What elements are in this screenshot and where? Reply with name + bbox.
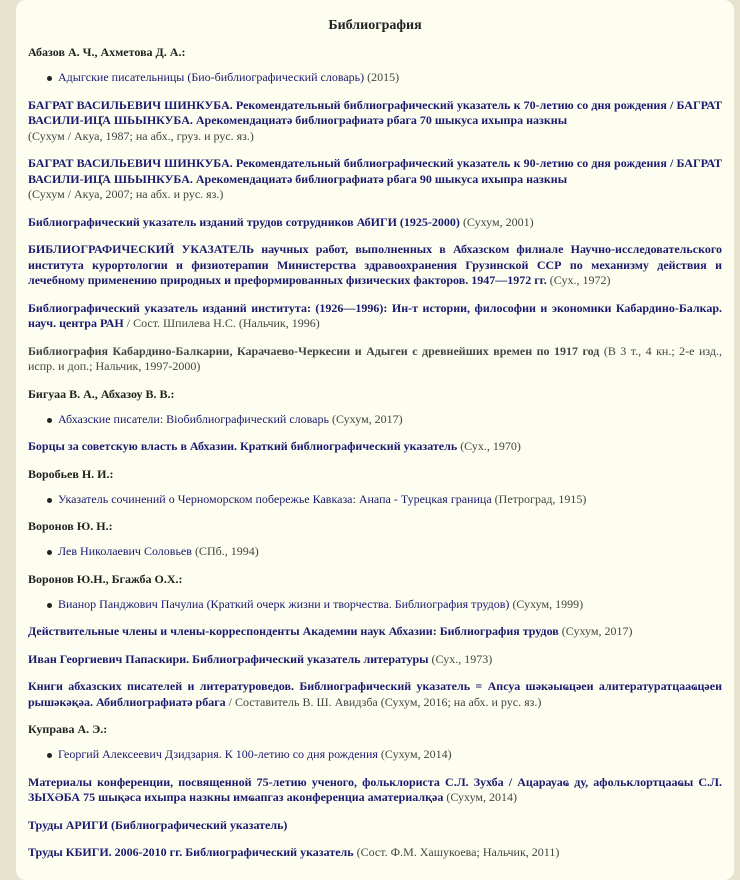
work-link[interactable]: Лев Николаевич Соловьев: [58, 544, 192, 558]
bibliography-entry: [28, 624, 722, 640]
author-works-list: [28, 544, 722, 560]
entry-meta: / Сост. Шпилева Н.С. (Нальчик, 1996): [126, 316, 320, 330]
author-name: Куправа А. Э.:: [28, 722, 108, 736]
work-item: [58, 597, 722, 613]
author-works-list: [28, 492, 722, 508]
entry-meta: (Сух., 1972): [549, 273, 611, 287]
work-meta: (2015): [367, 70, 400, 84]
entry-meta: (В 3 т., 4 кн.; 2-е изд., испр. и доп.; Нальчик, 1997-2000): [28, 343, 722, 373]
author-name: Воронов Ю. Н.:: [28, 519, 113, 533]
entry-title-link[interactable]: Труды АРИГИ (Библиографический указатель): [28, 817, 288, 832]
entry-title-link[interactable]: Библиографический указатель изданий института: (1926—1996): Ин-т истории, философии и экономики Кабардино-Балкар. науч. центра РАН: [28, 300, 722, 330]
author-works-list: [28, 70, 722, 86]
work-item: [58, 70, 722, 86]
work-item: [58, 544, 722, 560]
work-meta: (Сухум, 1999): [512, 596, 584, 611]
entry-title-link[interactable]: Действительные члены и члены-корреспонденты Академии наук Абхазии: Библиография трудов: [28, 624, 559, 638]
work-meta: (Сухум, 2014): [380, 747, 452, 761]
bibliography-entry: [28, 845, 722, 861]
work-meta: (Сухум, 2017): [331, 411, 403, 426]
page-title: Библиография: [328, 18, 422, 33]
bibliography-entry: [28, 215, 722, 231]
entry-title-link[interactable]: Книги абхазских писателей и литературоведов. Библиографический указатель = Апсуа шәкәыҩцәеи алитературатцааҩцәеи рышәкәқәа. Абиблиографиатә рбага: [28, 679, 722, 709]
work-meta: (СПб., 1994): [194, 544, 259, 558]
bibliography-entry: [28, 775, 722, 806]
work-item: [58, 492, 722, 508]
entry-title-link[interactable]: Труды КБИГИ. 2006-2010 гг. Библиографический указатель: [28, 845, 354, 859]
author-works-list: [28, 747, 722, 763]
entry-title-link[interactable]: БАГРАТ ВАСИЛЬЕВИЧ ШИНКУБА. Рекомендательный библиографический указатель к 90-летию со дня рождения / БАГРАТ ВАСИЛИ-ИЦ̆А ШЬЫНКУБА. Арекомендациатә библиографиатә рбага 90 шыкуса ихыпра назкны: [28, 156, 722, 186]
entry-meta: (Сух., 1970): [460, 439, 521, 453]
bibliography-entry: [28, 679, 722, 710]
entry-meta: (Сухум, 2014): [446, 790, 518, 804]
entry-meta: (Сост. Ф.М. Хашукоева; Нальчик, 2011): [356, 845, 560, 859]
author-name: Воробьев Н. И.:: [28, 466, 114, 481]
entry-title-link[interactable]: Библиографический указатель изданий трудов сотрудников АбИГИ (1925-2000): [28, 214, 460, 229]
entry-meta: (Сух., 1973): [431, 651, 493, 666]
entry-meta: (Сухум / Акуа, 1987; на абх., груз. и рус. яз.): [28, 128, 254, 143]
work-meta: (Петроград, 1915): [494, 491, 587, 506]
bibliography-entry: [28, 98, 722, 145]
bibliography-list: [28, 45, 722, 861]
bibliography-entry: [28, 156, 722, 203]
entry-meta: (Сухум, 2001): [462, 214, 534, 229]
bibliography-entry: [28, 439, 722, 455]
work-link[interactable]: Адыгские писательницы (Био-библиографический словарь): [58, 70, 365, 84]
bibliography-entry: [28, 344, 722, 375]
entry-title-link[interactable]: Материалы конференции, посвященной 75-летию ученого, фольклориста С.Л. Зухба / Ацарауаҩ ду, афольклортцааҩы С.Л. ЗЫХӘБА 75 шықәса ихыпра назкны имҩапгаз аконференциа аматериалқәа: [28, 774, 722, 804]
bibliography-entry: [28, 301, 722, 332]
entry-title-link[interactable]: Борцы за советскую власть в Абхазии. Краткий библиографический указатель: [28, 439, 458, 453]
author-name: Бигуаа В. А., Абхазоу В. В.:: [28, 386, 175, 401]
work-link[interactable]: Абхазские писатели: Biобиблиографический словарь: [58, 411, 329, 426]
work-link[interactable]: Указатель сочинений о Черноморском побережье Кавказа: Анапа - Турецкая граница: [58, 491, 492, 506]
entry-meta: (Сухум / Акуа, 2007; на абх. и рус. яз.): [28, 187, 224, 201]
entry-title-link[interactable]: БАГРАТ ВАСИЛЬЕВИЧ ШИНКУБА. Рекомендательный библиографический указатель к 70-летию со дня рождения / БАГРАТ ВАСИЛИ-ИЦ̆А ШЬЫНКУБА. Арекомендациатә библиографиатә рбага 70 шыкуса ихыпра назкны: [28, 97, 722, 127]
entry-title-link[interactable]: БИБЛИОГРАФИЧЕСКИЙ УКАЗАТЕЛЬ научных работ, выполненных в Абхазском филиале Научно-исследовательского института курортологии и физиотерапии Министерства здравоохранения Грузинской ССР по механизму действия и лечебному применению природных и преформированных физических факторов. 1947—1972 гг.: [28, 242, 722, 287]
work-link[interactable]: Вианор Панджович Пачулиа (Краткий очерк жизни и творчества. Библиография трудов): [58, 596, 510, 611]
entry-title-link[interactable]: Библиография Кабардино-Балкарии, Карачаево-Черкесии и Адыгеи с древнейших времен по 1917 год: [28, 343, 600, 358]
author-works-list: [28, 412, 722, 428]
bibliography-entry: [28, 652, 722, 668]
bibliography-entry: [28, 818, 722, 834]
author-name: Абазов А. Ч., Ахметова Д. А.:: [28, 45, 186, 59]
author-works-list: [28, 597, 722, 613]
work-item: [58, 747, 722, 763]
entry-meta: (Сухум, 2017): [561, 624, 633, 638]
entry-meta: / Составитель В. Ш. Авидзба (Сухум, 2016; на абх. и рус. яз.): [228, 694, 542, 709]
bibliography-panel: [16, 0, 734, 880]
author-name: Воронов Ю.Н., Бгажба О.Х.:: [28, 571, 183, 586]
work-item: [58, 412, 722, 428]
work-link[interactable]: Георгий Алексеевич Дзидзария. К 100-летию со дня рождения: [58, 747, 378, 761]
bibliography-entry: [28, 242, 722, 289]
entry-title-link[interactable]: Иван Георгиевич Папаскири. Библиографический указатель литературы: [28, 651, 429, 666]
